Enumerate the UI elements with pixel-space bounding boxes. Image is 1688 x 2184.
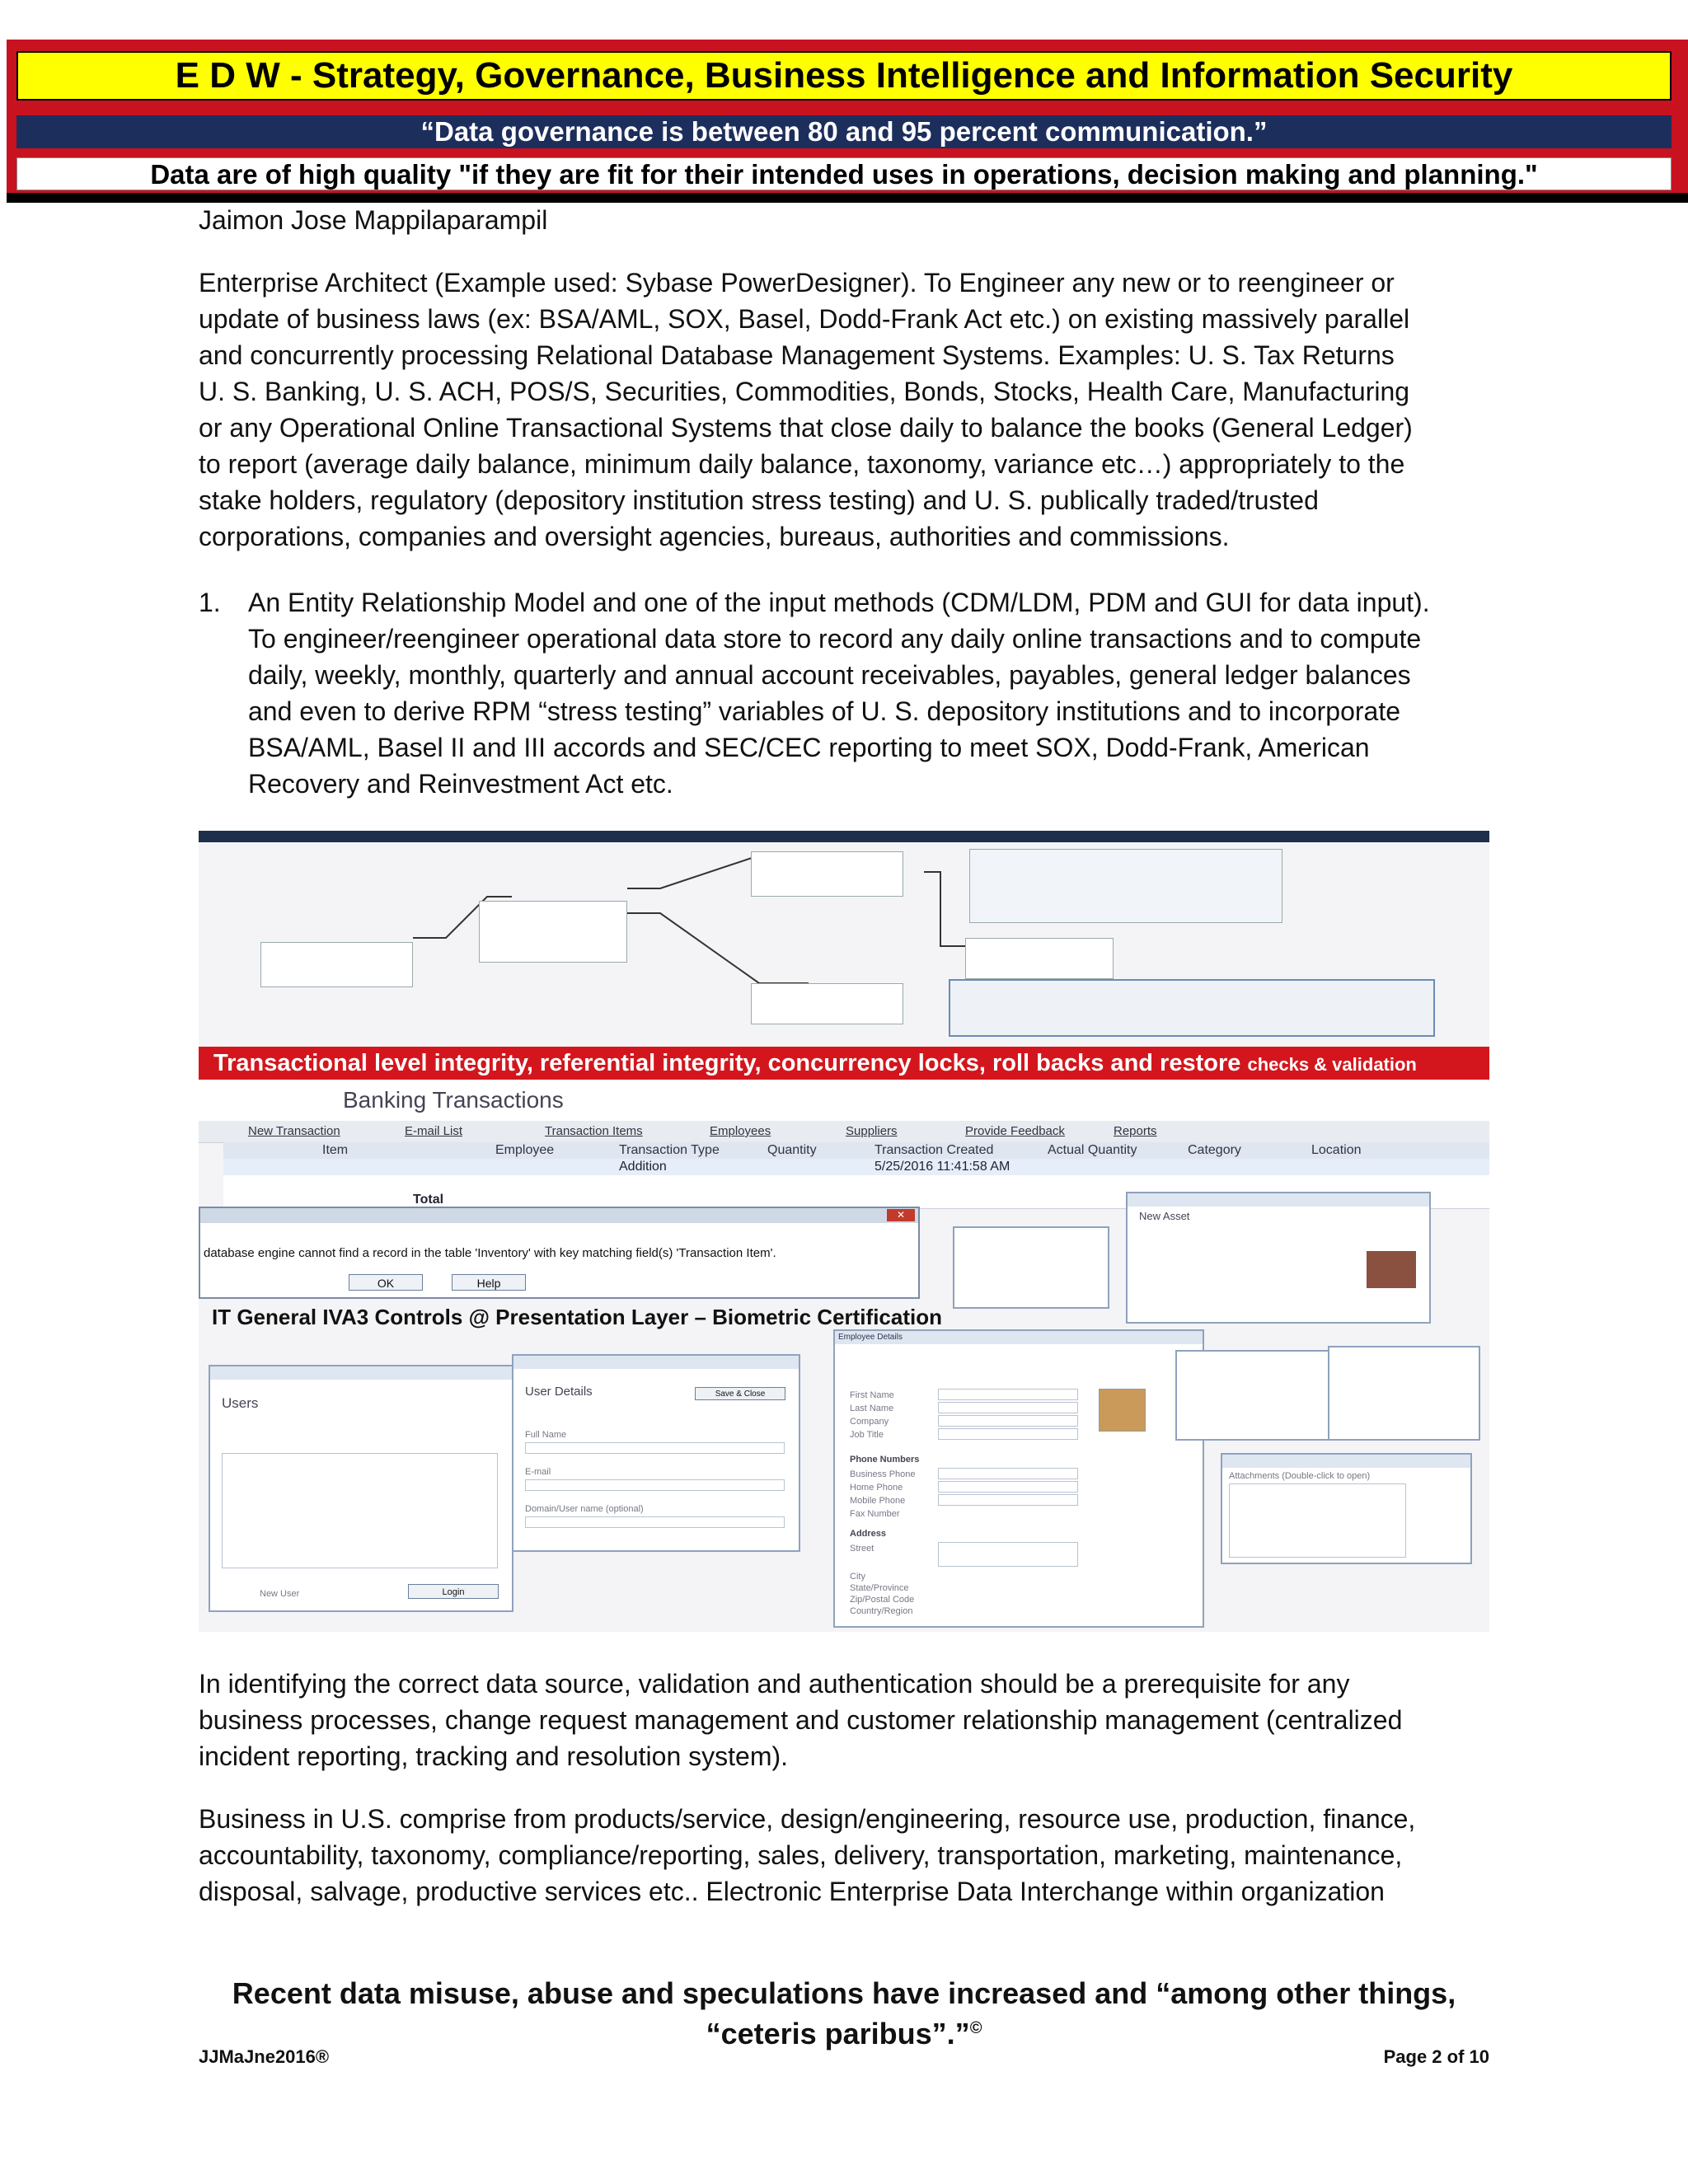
close-icon[interactable]: ✕: [887, 1209, 915, 1221]
error-dialog: [199, 1207, 920, 1299]
state-label: State/Province: [850, 1583, 909, 1593]
ok-button[interactable]: OK: [349, 1274, 423, 1291]
toolbar-new-transaction[interactable]: New Transaction: [248, 1124, 340, 1138]
closing-line-1: Recent data misuse, abuse and speculations have increased and “among other things,: [232, 1976, 1456, 2010]
toolbar-transaction-items[interactable]: Transaction Items: [545, 1124, 643, 1138]
login-window: [209, 1365, 513, 1612]
column-item[interactable]: Item: [322, 1143, 349, 1157]
mobile-phone-field[interactable]: [938, 1494, 1078, 1506]
create-new-dialog: [949, 979, 1435, 1037]
business-phone-field[interactable]: [938, 1468, 1078, 1479]
toolbar-suppliers[interactable]: Suppliers: [846, 1124, 898, 1138]
mobile-phone-label: Mobile Phone: [850, 1496, 906, 1506]
company-field[interactable]: [938, 1415, 1078, 1427]
fax-number-label: Fax Number: [850, 1509, 900, 1519]
column-location[interactable]: Location: [1311, 1143, 1362, 1157]
users-header: Users: [222, 1395, 259, 1411]
column-actual-quantity[interactable]: Actual Quantity: [1048, 1143, 1137, 1157]
text-line: BSA/AML, Basel II and III accords and SEC/CEC reporting to meet SOX, Dodd-Frank, American: [248, 733, 1370, 762]
email-label: E-mail: [525, 1467, 551, 1477]
data-source-paragraph: [199, 1666, 1501, 1774]
list-item-text: [248, 584, 1517, 802]
text-line: stake holders, regulatory (depository institution stress testing) and U. S. publically traded/trusted: [199, 485, 1319, 515]
attachments-list[interactable]: [1229, 1483, 1406, 1558]
column-quantity[interactable]: Quantity: [767, 1143, 817, 1157]
company-label: Company: [850, 1417, 889, 1427]
integrity-caption: [199, 1047, 1489, 1080]
text-line: or any Operational Online Transactional Systems that close daily to balance the books (General Ledger): [199, 413, 1413, 443]
street-field[interactable]: [938, 1542, 1078, 1567]
page-number: Page 2 of 10: [1383, 2046, 1489, 2067]
header-quote: “Data governance is between 80 and 95 percent communication.”: [16, 115, 1672, 148]
list-number: 1.: [199, 588, 221, 617]
text-line: To engineer/reengineer operational data store to record any daily online transactions and to compute: [248, 624, 1422, 654]
column-category[interactable]: Category: [1188, 1143, 1241, 1157]
user-details-window: [512, 1354, 800, 1552]
attachments-window: [1221, 1453, 1472, 1564]
text-line: disposal, salvage, productive services etc.. Electronic Enterprise Data Interchange within organization: [199, 1877, 1385, 1906]
toolbar-reports[interactable]: Reports: [1114, 1124, 1157, 1138]
table-row[interactable]: [223, 1175, 1489, 1193]
new-user-link[interactable]: New User: [260, 1589, 300, 1599]
domain-field[interactable]: [525, 1516, 785, 1528]
home-phone-field[interactable]: [938, 1481, 1078, 1493]
intro-paragraph: [199, 265, 1501, 555]
toolbar-provide-feedback[interactable]: Provide Feedback: [965, 1124, 1065, 1138]
column-transaction-created[interactable]: Transaction Created: [874, 1143, 994, 1157]
integrity-caption-text: Transactional level integrity, referential integrity, concurrency locks, roll backs and restore: [213, 1050, 1241, 1076]
er-entity-inventory: [751, 851, 903, 897]
country-label: Country/Region: [850, 1606, 913, 1616]
header-definition: Data are of high quality "if they are fit for their intended uses in operations, decision making and planning.": [16, 157, 1672, 190]
users-list[interactable]: [222, 1453, 498, 1568]
text-line: U. S. Banking, U. S. ACH, POS/S, Securities, Commodities, Bonds, Stocks, Health Care, Manufacturing: [199, 377, 1410, 406]
closing-line-2-text: “ceteris paribus”.”: [706, 2017, 970, 2050]
help-button[interactable]: Help: [452, 1274, 526, 1291]
job-title-field[interactable]: [938, 1428, 1078, 1440]
banking-title: Banking Transactions: [199, 1080, 1489, 1121]
business-phone-label: Business Phone: [850, 1469, 916, 1479]
text-line: Enterprise Architect (Example used: Sybase PowerDesigner). To Engineer any new or to reengineer or: [199, 268, 1395, 298]
text-line: and even to derive RPM “stress testing” variables of U. S. depository institutions and to incorporate: [248, 696, 1401, 726]
er-entity-inventory-transactions: [479, 901, 627, 963]
employee-details-window: [833, 1329, 1204, 1628]
email-field[interactable]: [525, 1479, 785, 1491]
last-name-field[interactable]: [938, 1402, 1078, 1413]
new-asset-window: [1126, 1192, 1431, 1324]
closing-statement: [199, 1976, 1489, 2051]
total-label: Total: [413, 1193, 444, 1207]
page-title: E D W - Strategy, Governance, Business Intelligence and Information Security: [16, 51, 1672, 101]
er-entity-employees: [260, 942, 413, 987]
cell-transaction-type: Addition: [619, 1160, 667, 1174]
dialog-message: database engine cannot find a record in the table 'Inventory' with key matching field(s) 'Transaction Item'.: [204, 1246, 776, 1260]
text-line: corporations, companies and oversight agencies, bureaus, authorities and commissions.: [199, 522, 1230, 551]
last-name-label: Last Name: [850, 1404, 894, 1413]
domain-label: Domain/User name (optional): [525, 1504, 644, 1514]
city-label: City: [850, 1572, 865, 1582]
screenshot-collage: [199, 831, 1489, 1632]
text-line: incident reporting, tracking and resolution system).: [199, 1741, 789, 1771]
text-line: daily, weekly, monthly, quarterly and annual account receivables, payables, general ledger balances: [248, 660, 1411, 690]
full-name-label: Full Name: [525, 1430, 567, 1440]
text-line: business processes, change request management and customer relationship management (centralized: [199, 1705, 1403, 1735]
text-line: An Entity Relationship Model and one of the input methods (CDM/LDM, PDM and GUI for data input).: [248, 588, 1430, 617]
text-line: In identifying the correct data source, validation and authentication should be a prerequisite for any: [199, 1669, 1350, 1699]
user-details-header: User Details: [525, 1385, 593, 1399]
text-line: Business in U.S. comprise from products/service, design/engineering, resource use, production, finance,: [199, 1804, 1416, 1834]
employee-avatar: [1099, 1389, 1146, 1432]
employee-details-title: Employee Details: [835, 1331, 1203, 1344]
integrity-caption-small: checks & validation: [1247, 1054, 1417, 1075]
text-line: accountability, taxonomy, compliance/reporting, sales, delivery, transportation, marketing, maintenance,: [199, 1840, 1403, 1870]
phone-numbers-header: Phone Numbers: [850, 1455, 920, 1465]
text-line: update of business laws (ex: BSA/AML, SOX, Basel, Dodd-Frank Act etc.) on existing massively parallel: [199, 304, 1410, 334]
footer-author-mark: JJMaJne2016®: [199, 2046, 330, 2067]
er-entity-transaction-types: [751, 983, 903, 1024]
toolbar-employees[interactable]: Employees: [710, 1124, 771, 1138]
login-button[interactable]: Login: [408, 1584, 499, 1599]
it-general-caption: IT General IVA3 Controls @ Presentation Layer – Biometric Certification: [212, 1305, 942, 1329]
zip-label: Zip/Postal Code: [850, 1595, 915, 1605]
text-line: to report (average daily balance, minimum daily balance, taxonomy, variance etc…) appropriately to the: [199, 449, 1405, 479]
asset-photo: [1367, 1251, 1416, 1288]
author-name: Jaimon Jose Mappilaparampil: [199, 205, 548, 235]
job-title-label: Job Title: [850, 1430, 884, 1440]
copyright-mark: ©: [969, 2019, 982, 2037]
column-employee[interactable]: Employee: [495, 1143, 555, 1157]
attachments-label: Attachments (Double-click to open): [1229, 1471, 1371, 1481]
first-name-label: First Name: [850, 1390, 894, 1400]
toolbar-email-list[interactable]: E-mail List: [405, 1124, 463, 1138]
banking-toolbar: [199, 1121, 1489, 1143]
first-name-field[interactable]: [938, 1389, 1078, 1400]
dialog-title-bar: [200, 1208, 918, 1223]
text-line: and concurrently processing Relational Database Management Systems. Examples: U. S. Tax Returns: [199, 340, 1395, 370]
column-transaction-type[interactable]: Transaction Type: [619, 1143, 720, 1157]
text-line: Recovery and Reinvestment Act etc.: [248, 769, 673, 799]
full-name-field[interactable]: [525, 1442, 785, 1454]
er-entity-suppliers: [965, 938, 1114, 979]
street-label: Street: [850, 1544, 874, 1554]
save-close-button[interactable]: Save & Close: [695, 1387, 785, 1400]
address-header: Address: [850, 1529, 887, 1539]
cell-transaction-created: 5/25/2016 11:41:58 AM: [874, 1160, 1010, 1174]
business-paragraph: [199, 1801, 1501, 1910]
home-phone-label: Home Phone: [850, 1483, 903, 1493]
edit-relationships-dialog: [969, 849, 1282, 923]
transactions-grid-header: [223, 1142, 1489, 1160]
user-details-small-window: [1328, 1346, 1480, 1441]
attachments-small-window: [953, 1226, 1109, 1309]
table-row[interactable]: [223, 1159, 1489, 1176]
new-asset-header: New Asset: [1139, 1210, 1190, 1222]
closing-line-2: [199, 2011, 1489, 2051]
